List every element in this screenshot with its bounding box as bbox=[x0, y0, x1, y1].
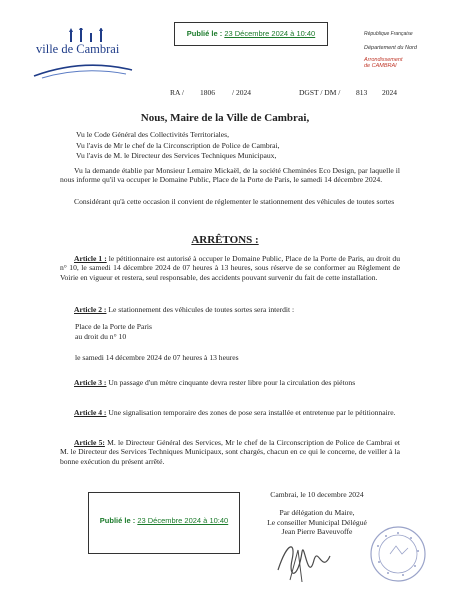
cambrai-label: de CAMBRAI bbox=[364, 63, 397, 69]
considering-text: Considérant qu'à cette occasion il convient de réglementer le stationnement des véhicules de toutes sortes bbox=[74, 197, 395, 206]
ra-number: 1806 bbox=[200, 88, 215, 97]
article-1-text: le pétitionnaire est autorisé à occuper le Domaine Public, Place de la Porte de Paris, au droit du n° 10, le samedi 14 décembre 2024 de 07 heures à 13 heures, sous réserve de se conformer au Règlement de Voirie en vigueur et restera, seul responsable, des accidents pouvant survenir du fait de cette installation. bbox=[60, 254, 400, 282]
ra-year: / 2024 bbox=[232, 88, 251, 97]
publication-stamp-top bbox=[174, 22, 328, 46]
vu-list bbox=[76, 130, 376, 162]
signature-place-date: Cambrai, le 10 decembre 2024 bbox=[270, 490, 364, 499]
article-2-text: Le stationnement des véhicules de toutes sortes sera interdit : bbox=[106, 305, 295, 314]
signature-name: Jean Pierre Baveuvoffe bbox=[281, 527, 353, 537]
arrondissement-label: Arrondissement bbox=[364, 57, 403, 63]
stamp-date: 23 Décembre 2024 à 10:40 bbox=[224, 29, 316, 38]
arretons-heading: ARRÊTONS : bbox=[191, 234, 259, 246]
handwritten-signature-icon bbox=[268, 530, 348, 590]
article-1 bbox=[60, 254, 400, 282]
signature-delegation: Par délégation du Maire, bbox=[279, 508, 355, 517]
dgst-number: 813 bbox=[356, 88, 368, 97]
stamp-date: 23 Décembre 2024 à 10:40 bbox=[137, 516, 229, 525]
article-3-label: Article 3 : bbox=[74, 378, 107, 387]
article-2-when: le samedi 14 décembre 2024 de 07 heures à 13 heures bbox=[75, 353, 239, 362]
article-2-place: Place de la Porte de Paris bbox=[75, 322, 152, 331]
stamp-label: Publié le : bbox=[186, 29, 223, 38]
article-5 bbox=[60, 438, 400, 466]
city-logo bbox=[28, 28, 138, 80]
stamp-label: Publié le : bbox=[99, 516, 136, 525]
dgst-label: DGST / DM / bbox=[299, 88, 341, 97]
request-text: Vu la demande établie par Monsieur Lemaire Mickaël, de la société Cheminées Eco Design, par laquelle il nous informe qu'il va occuper le Domaine Public, Place de la Porte de Paris, le samedi 14 décembre 2024. bbox=[60, 166, 400, 185]
article-1-label: Article 1 : bbox=[74, 254, 107, 263]
department-label: Département du Nord bbox=[364, 45, 417, 51]
article-4-label: Article 4 : bbox=[74, 408, 107, 417]
reference-line bbox=[0, 88, 450, 98]
ra-label: RA / bbox=[170, 88, 184, 97]
logo-text: ville de Cambrai bbox=[36, 42, 120, 56]
header-right bbox=[364, 31, 446, 69]
article-5-text: M. le Directeur Général des Services, Mr le chef de la Circonscription de Police de Cambrai et M. le Directeur des Services Techniques Municipaux, sont chargés, chacun en ce qui le concerne, de veiller à la bonne exécution du présent arrêté. bbox=[60, 438, 400, 466]
request-paragraph bbox=[60, 166, 400, 185]
vu-line: Vu le Code Général des Collectivités Territoriales, bbox=[76, 130, 230, 139]
article-3-text: Un passage d'un mètre cinquante devra rester libre pour la circulation des piétons bbox=[106, 378, 356, 387]
article-5-label: Article 5: bbox=[74, 438, 105, 447]
republic-label: République Française bbox=[364, 31, 413, 37]
signature-role: Le conseiller Municipal Délégué bbox=[267, 517, 367, 527]
dgst-year: 2024 bbox=[382, 88, 397, 97]
article-4 bbox=[60, 408, 400, 417]
vu-line: Vu l'avis de Mr le chef de la Circonscription de Police de Cambrai, bbox=[76, 140, 280, 150]
article-3 bbox=[60, 378, 400, 387]
article-2 bbox=[60, 305, 400, 314]
article-2-number: au droit du n° 10 bbox=[75, 332, 127, 341]
publication-stamp-bottom bbox=[88, 492, 240, 554]
article-4-text: Une signalisation temporaire des zones de pose sera installée et entretenue par le pétitionnaire. bbox=[106, 408, 396, 417]
considering-paragraph bbox=[60, 197, 400, 206]
article-2-label: Article 2 : bbox=[74, 305, 107, 314]
official-seal-icon bbox=[368, 524, 428, 584]
vu-line: Vu l'avis de M. le Directeur des Services Techniques Municipaux, bbox=[76, 151, 277, 160]
page-title: Nous, Maire de la Ville de Cambrai, bbox=[140, 112, 310, 124]
